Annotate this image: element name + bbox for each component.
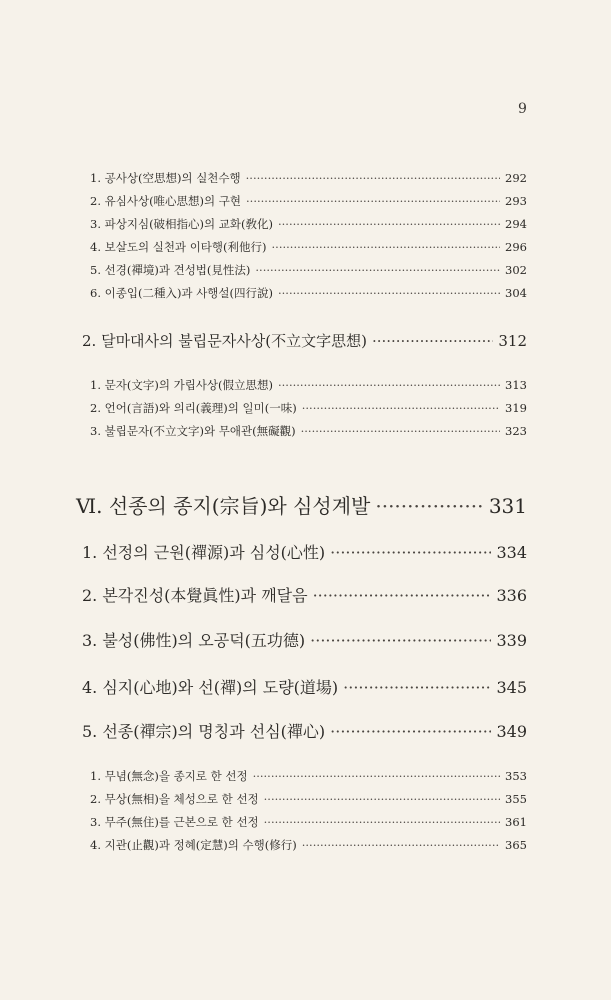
toc-entry-title: 5. 선경(禪境)과 견성법(見性法): [90, 263, 251, 277]
dot-leader: [330, 722, 491, 741]
toc-section-title: 2. 본각진성(本覺眞性)과 깨달음: [82, 586, 308, 605]
toc-entry-page: 293: [505, 194, 527, 208]
toc-entry-page: 294: [505, 217, 527, 231]
toc-entry-page: 296: [505, 240, 527, 254]
page-number: 9: [518, 101, 527, 117]
toc-section-title: 4. 심지(心地)와 선(禪)의 도량(道場): [82, 678, 339, 697]
dot-leader: [272, 240, 501, 254]
dot-leader: [246, 194, 500, 208]
toc-section-page: 336: [496, 586, 527, 605]
toc-entry-title: 2. 언어(言語)와 의리(義理)의 일미(一味): [90, 401, 297, 415]
toc-entry-page: 292: [505, 171, 527, 185]
toc-chapter-title: Ⅵ. 선종의 종지(宗旨)와 심성계발: [76, 494, 371, 518]
dot-leader: [278, 217, 500, 231]
toc-entry-title: 6. 이종입(二種入)과 사행설(四行說): [90, 286, 273, 300]
toc-section-title: 5. 선종(禪宗)의 명칭과 선심(禪心): [82, 722, 326, 741]
toc-entry-page: 304: [505, 286, 527, 300]
dot-leader: [301, 424, 500, 438]
toc-section-page: 345: [496, 678, 527, 697]
dot-leader: [343, 678, 491, 697]
dot-leader: [278, 378, 500, 392]
toc-entry: [90, 262, 527, 280]
toc-entry-page: 355: [505, 792, 527, 806]
toc-entry-title: 1. 문자(文字)의 가립사상(假立思想): [90, 378, 273, 392]
toc-entry: [90, 400, 527, 418]
toc-entry: [90, 791, 527, 809]
toc-entry-title: 3. 파상지심(破相指心)의 교화(敎化): [90, 217, 273, 231]
toc-entry-title: 3. 무주(無住)를 근본으로 한 선정: [90, 815, 259, 829]
toc-section: [82, 540, 527, 564]
toc-entry-page: 323: [505, 424, 527, 438]
toc-entry: [90, 285, 527, 303]
dot-leader: [302, 401, 500, 415]
toc-entry: [90, 170, 527, 188]
toc-entry: [90, 814, 527, 832]
toc-section-title: 1. 선정의 근원(禪源)과 심성(心性): [82, 543, 326, 562]
dot-leader: [246, 171, 500, 185]
toc-entry-title: 3. 불립문자(不立文字)와 무애관(無礙觀): [90, 424, 296, 438]
toc-chapter-page: 331: [488, 494, 527, 518]
toc-section-page: 312: [498, 332, 527, 350]
toc-entry: [90, 239, 527, 257]
dot-leader: [375, 494, 483, 518]
toc-section: [82, 719, 527, 743]
toc-entry-page: 361: [505, 815, 527, 829]
dot-leader: [313, 586, 492, 605]
toc-entry: [90, 377, 527, 395]
dot-leader: [253, 769, 500, 783]
dot-leader: [264, 815, 500, 829]
toc-entry-page: 302: [505, 263, 527, 277]
dot-leader: [255, 263, 500, 277]
toc-section: [82, 583, 527, 607]
toc-entry-title: 2. 유심사상(唯心思想)의 구현: [90, 194, 242, 208]
toc-entry-title: 4. 보살도의 실천과 이타행(利他行): [90, 240, 267, 254]
dot-leader: [302, 838, 500, 852]
toc-entry: [90, 423, 527, 441]
dot-leader: [264, 792, 500, 806]
toc-section-page: 349: [496, 722, 527, 741]
toc-entry-title: 4. 지관(止觀)과 정혜(定慧)의 수행(修行): [90, 838, 297, 852]
toc-entry-page: 319: [505, 401, 527, 415]
toc-entry-title: 2. 무상(無相)을 체성으로 한 선정: [90, 792, 259, 806]
dot-leader: [278, 286, 500, 300]
toc-entry-title: 1. 무념(無念)을 종지로 한 선정: [90, 769, 248, 783]
toc-entry-page: 365: [505, 838, 527, 852]
toc-section: [82, 675, 527, 699]
dot-leader: [310, 631, 491, 650]
toc-section-page: 339: [496, 631, 527, 650]
toc-entry-page: 313: [505, 378, 527, 392]
toc-entry: [90, 193, 527, 211]
dot-leader: [372, 332, 493, 350]
toc-section: [82, 330, 527, 352]
toc-section-title: 3. 불성(佛性)의 오공덕(五功德): [82, 631, 306, 650]
toc-entry: [90, 216, 527, 234]
dot-leader: [330, 543, 491, 562]
toc-section-page: 334: [496, 543, 527, 562]
toc-section-title: 2. 달마대사의 불립문자사상(不立文字思想): [82, 332, 367, 350]
toc-entry: [90, 837, 527, 855]
toc-chapter: [76, 490, 527, 518]
toc-entry: [90, 768, 527, 786]
toc-section: [82, 628, 527, 652]
toc-entry-page: 353: [505, 769, 527, 783]
toc-entry-title: 1. 공사상(空思想)의 실천수행: [90, 171, 241, 185]
